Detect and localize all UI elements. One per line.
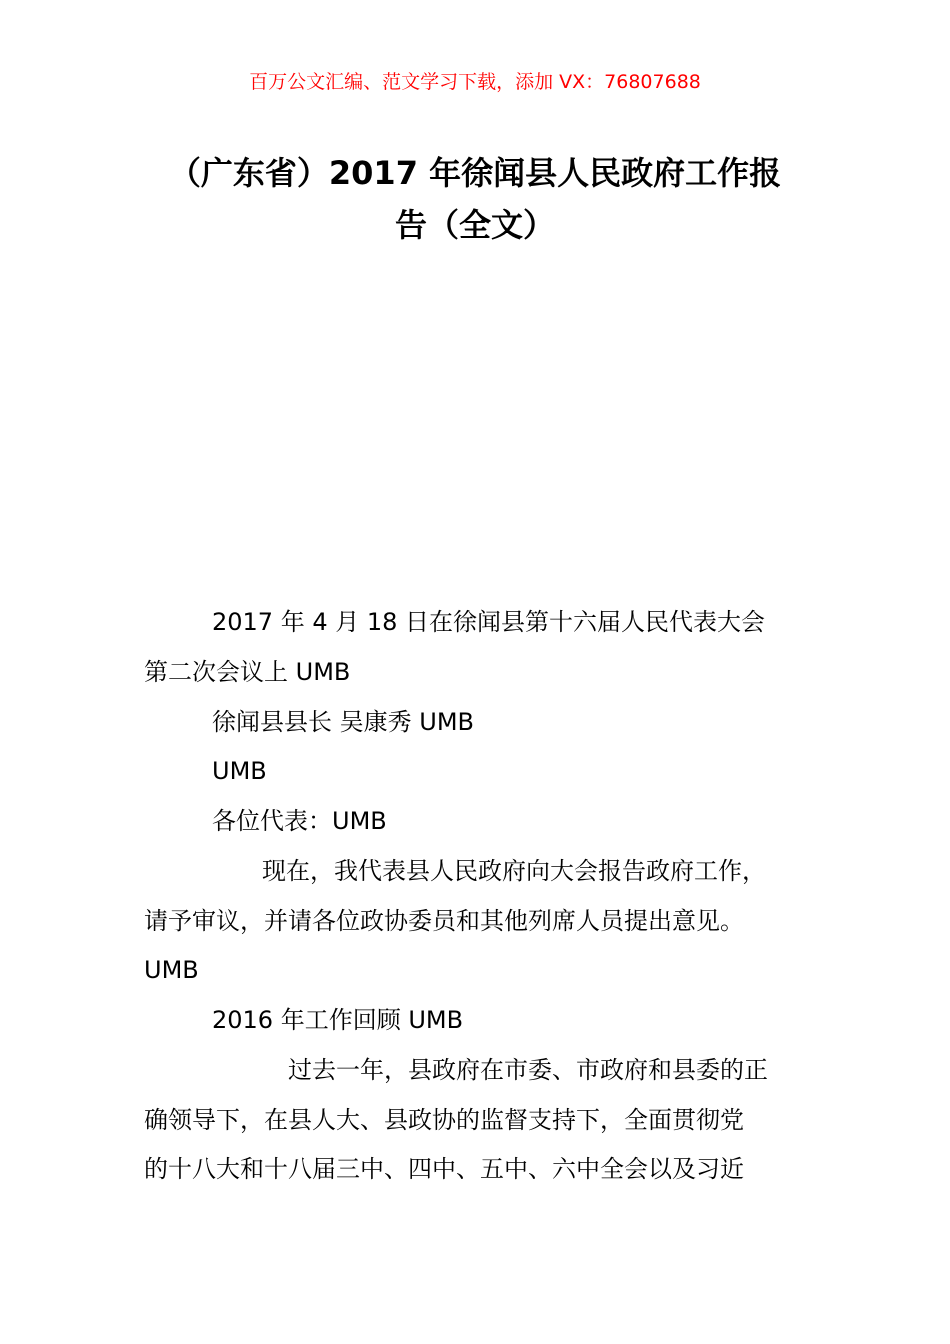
- body-line: 2016 年工作回顾 UMB: [212, 1006, 464, 1034]
- header-note: 百万公文汇编、范文学习下载，添加 VX：76807688: [249, 71, 701, 93]
- body-line: UMB: [212, 757, 267, 785]
- body-line: 确领导下，在县人大、县政协的监督支持下，全面贯彻党: [144, 1106, 744, 1134]
- body-line: 请予审议，并请各位政协委员和其他列席人员提出意见。: [144, 907, 744, 935]
- body-line: 各位代表：UMB: [212, 807, 387, 835]
- body-line: 过去一年，县政府在市委、市政府和县委的正: [288, 1056, 768, 1084]
- body-line: 现在，我代表县人民政府向大会报告政府工作，: [262, 857, 766, 885]
- body-line: 的十八大和十八届三中、四中、五中、六中全会以及习近: [144, 1155, 744, 1183]
- body-line: 2017 年 4 月 18 日在徐闻县第十六届人民代表大会: [212, 608, 766, 636]
- document-title-line-2: 告（全文）: [394, 206, 555, 244]
- document-title-line-1: （广东省）2017 年徐闻县人民政府工作报: [168, 154, 782, 192]
- body-line: 第二次会议上 UMB: [144, 658, 351, 686]
- body-line: 徐闻县县长 吴康秀 UMB: [212, 708, 474, 736]
- body-line: UMB: [144, 956, 199, 984]
